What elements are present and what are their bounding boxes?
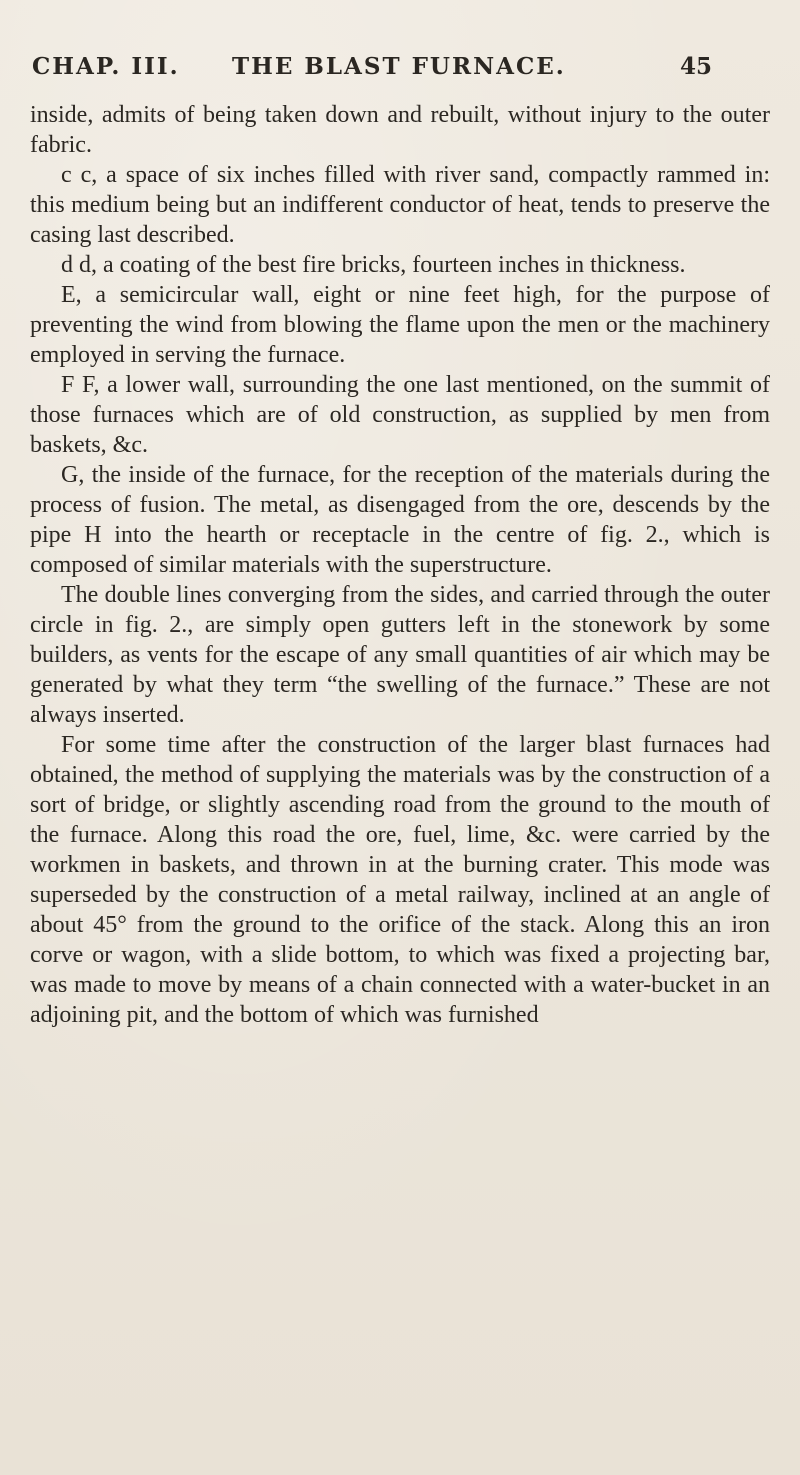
- running-head: [32, 53, 712, 89]
- paragraph-dd: d d, a coating of the best fire bricks, fourteen inches in thickness.: [61, 252, 686, 278]
- paragraph-ff: F F, a lower wall, surrounding the one last mentioned, on the summit of those furnaces which are of old construction, as supplied by men from baskets, &c.: [30, 372, 770, 458]
- paragraph-e: E, a semicircular wall, eight or nine feet high, for the purpose of preventing the wind from blowing the flame upon the men or the machinery employed in serving the furnace.: [30, 282, 770, 368]
- running-title: THE BLAST FURNACE.: [232, 53, 566, 80]
- paragraph-continuation: inside, admits of being taken down and rebuilt, without injury to the outer fabric.: [30, 102, 770, 158]
- paragraph-cc: c c, a space of six inches filled with river sand, compactly rammed in: this medium being but an indifferent conductor of heat, tends to preserve the casing last described.: [30, 162, 770, 248]
- chapter-label: CHAP. III.: [32, 53, 180, 80]
- paragraph-g: G, the inside of the furnace, for the reception of the materials during the process of fusion. The metal, as disengaged from the ore, descends by the pipe H into the hearth or receptacle in the centre of fig. 2., which is composed of similar materials with the superstructure.: [30, 462, 770, 578]
- body-text: [30, 100, 770, 1030]
- paragraph-supplying-method: For some time after the construction of the larger blast furnaces had obtained, the method of supplying the materials was by the construction of a sort of bridge, or slightly ascending road from the ground to the mouth of the furnace. Along this road the ore, fuel, lime, &c. were carried by the workmen in baskets, and thrown in at the burning crater. This mode was superseded by the construction of a metal railway, inclined at an angle of about 45° from the ground to the orifice of the stack. Along this an iron corve or wagon, with a slide bottom, to which was fixed a projecting bar, was made to move by means of a chain connected with a water-bucket in an adjoining pit, and the bottom of which was furnished: [30, 732, 770, 1028]
- paragraph-double-lines: The double lines converging from the sides, and carried through the outer circle in fig. 2., are simply open gutters left in the stonework by some builders, as vents for the escape of any small quantities of air which may be generated by what they term “the swelling of the furnace.” These are not always inserted.: [30, 582, 770, 728]
- page-number: 45: [679, 53, 712, 80]
